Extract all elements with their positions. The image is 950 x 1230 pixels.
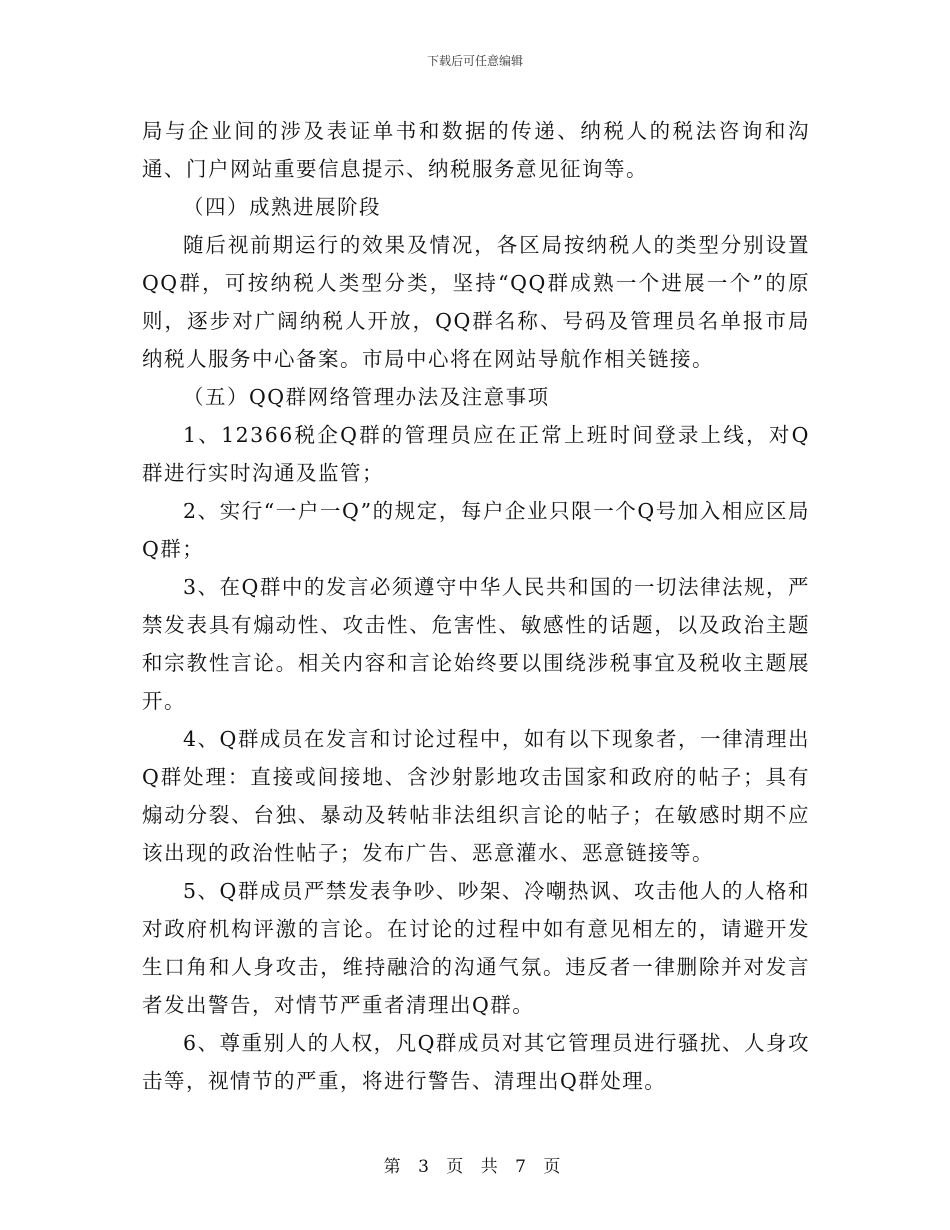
section-heading: （五）QQ群网络管理办法及注意事项 [183, 385, 550, 409]
list-item: 1、12366税企Q群的管理员应在正常上班时间登录上线，对Q群进行实时沟通及监管； [142, 423, 810, 485]
list-item: 5、Q群成员严禁发表争吵、吵架、冷嘲热讽、攻击他人的人格和对政府机构评激的言论。在讨论的过程中如有意见相左的，请避开发生口角和人身攻击，维持融洽的沟通气氛。违反者一律删除并对发言者发出警告，对情节严重者清理出Q群。 [142, 879, 810, 1017]
document-body [142, 112, 810, 1100]
list-item: 4、Q群成员在发言和讨论过程中，如有以下现象者，一律清理出Q群处理：直接或间接地、含沙射影地攻击国家和政府的帖子；具有煽动分裂、台独、暴动及转帖非法组织言论的帖子；在敏感时期不应该出现的政治性帖子；发布广告、恶意灌水、恶意链接等。 [142, 727, 810, 865]
list-item: 6、尊重别人的人权，凡Q群成员对其它管理员进行骚扰、人身攻击等，视情节的严重，将进行警告、清理出Q群处理。 [142, 1031, 810, 1093]
list-item: 2、实行“一户一Q”的规定，每户企业只限一个Q号加入相应区局Q群； [142, 499, 810, 561]
list-item: 3、在Q群中的发言必须遵守中华人民共和国的一切法律法规，严禁发表具有煽动性、攻击性、危害性、敏感性的话题，以及政治主题和宗教性言论。相关内容和言论始终要以围绕涉税事宜及税收主题展开。 [142, 575, 810, 713]
paragraph: 随后视前期运行的效果及情况，各区局按纳税人的类型分别设置QQ群，可按纳税人类型分类，坚持“QQ群成熟一个进展一个”的原则，逐步对广阔纳税人开放，QQ群名称、号码及管理员名单报市局纳税人服务中心备案。市局中心将在网站导航作相关链接。 [142, 233, 810, 371]
section-heading: （四）成熟进展阶段 [183, 195, 381, 219]
download-note: 下载后可任意编辑 [426, 54, 523, 68]
page-number: 第 3 页 共 7 页 [383, 1157, 567, 1177]
paragraph: 局与企业间的涉及表证单书和数据的传递、纳税人的税法咨询和沟通、门户网站重要信息提示、纳税服务意见征询等。 [142, 119, 810, 181]
